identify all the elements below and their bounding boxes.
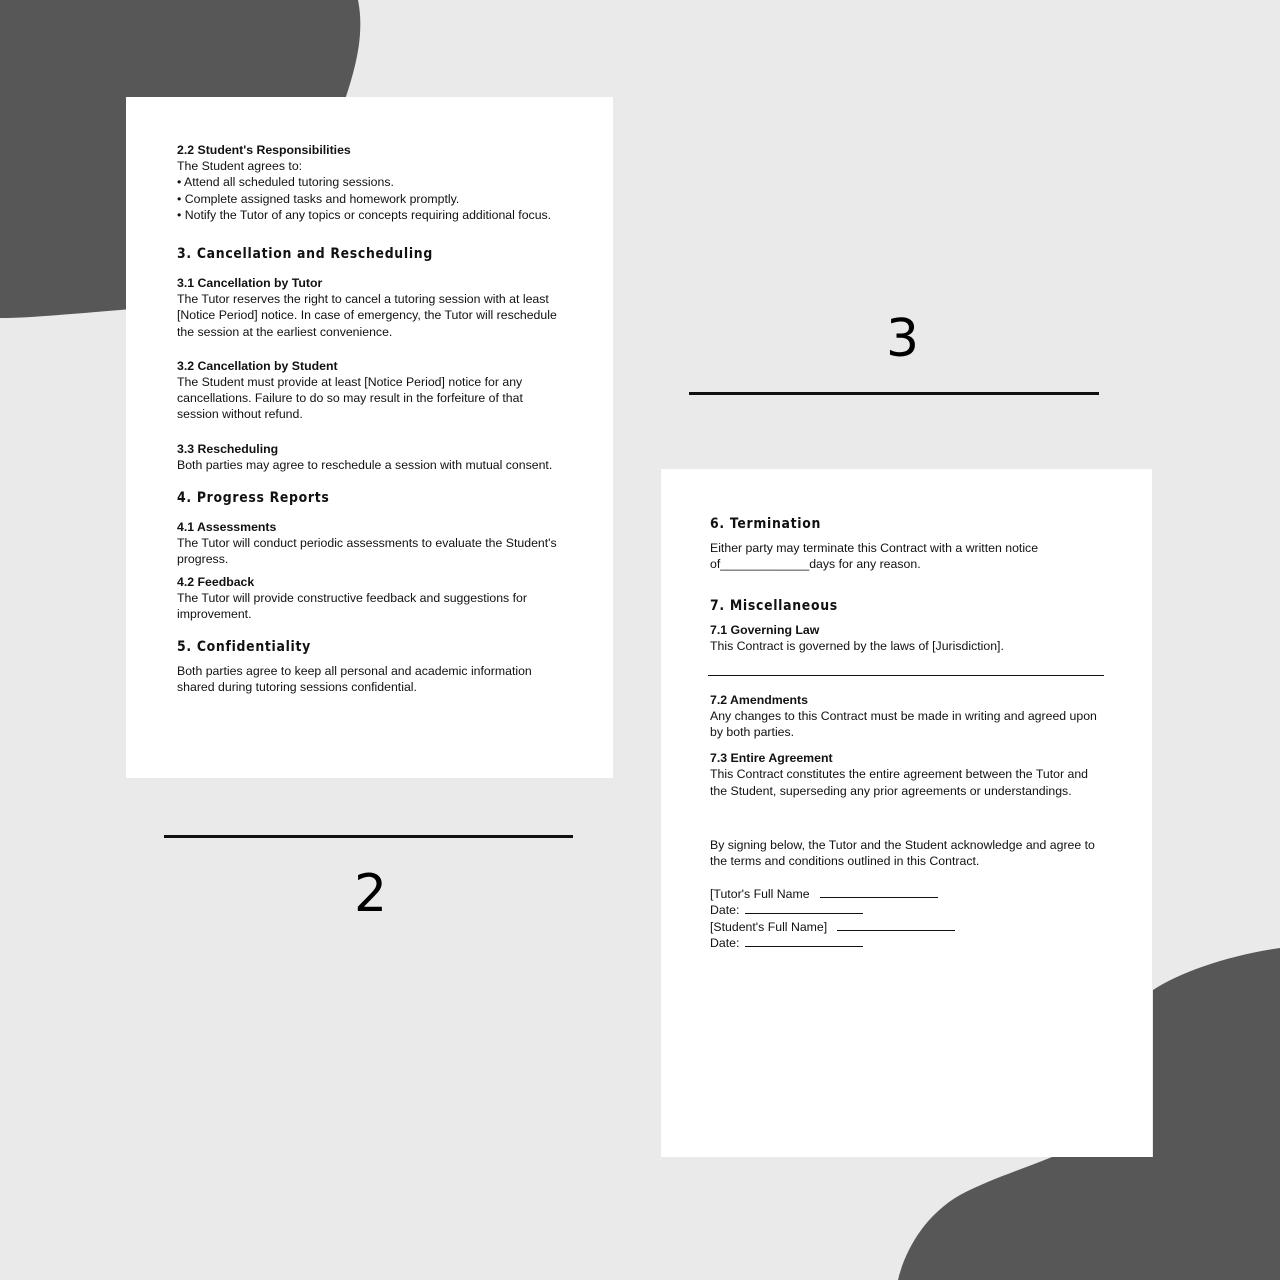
section-3-heading: 3. Cancellation and Rescheduling xyxy=(177,245,433,262)
student-signature-row xyxy=(710,919,1103,936)
section-7-1-text: This Contract is governed by the laws of [Jurisdiction]. xyxy=(710,638,1004,653)
section-3-3-heading: 3.3 Rescheduling xyxy=(177,441,279,456)
tutor-signature-line[interactable] xyxy=(820,886,938,898)
section-6-prefix: of xyxy=(710,557,721,572)
bullet-item: • Attend all scheduled tutoring sessions. xyxy=(177,175,394,190)
section-7-2-text: Any changes to this Contract must be made in writing and agreed upon by both parties. xyxy=(710,708,1097,740)
tutor-date-line[interactable] xyxy=(745,902,863,914)
section-2-2-intro: The Student agrees to: xyxy=(177,159,303,173)
tutor-name-label: [Tutor's Full Name xyxy=(710,886,810,901)
section-3-2-heading: 3.2 Cancellation by Student xyxy=(177,358,338,373)
section-7-2-heading: 7.2 Amendments xyxy=(710,692,808,707)
section-5-heading: 5. Confidentiality xyxy=(177,639,311,656)
bullet-item: • Notify the Tutor of any topics or concepts requiring additional focus. xyxy=(177,207,552,222)
document-page-3 xyxy=(661,469,1152,1157)
section-6-suffix: days for any reason. xyxy=(809,557,921,572)
section-6-text-line2 xyxy=(710,556,1103,572)
bullet-item: • Complete assigned tasks and homework promptly. xyxy=(177,191,460,206)
tutor-date-row xyxy=(710,902,1103,919)
section-3-3-text: Both parties may agree to reschedule a session with mutual consent. xyxy=(177,457,553,472)
section-7-heading: 7. Miscellaneous xyxy=(710,597,838,614)
section-4-2-text: The Tutor will provide constructive feedback and suggestions for improvement. xyxy=(177,590,527,621)
section-7-3-heading: 7.3 Entire Agreement xyxy=(710,751,833,766)
page-3-divider xyxy=(689,392,1099,395)
date-label: Date: xyxy=(710,903,740,918)
student-date-line[interactable] xyxy=(745,935,863,947)
section-5-text: Both parties agree to keep all personal and academic information shared during tutoring sessions confidential. xyxy=(177,664,532,695)
section-4-2-heading: 4.2 Feedback xyxy=(177,574,255,589)
date-label: Date: xyxy=(710,936,740,951)
section-7-1-heading: 7.1 Governing Law xyxy=(710,622,820,637)
page-3-number: 3 xyxy=(886,309,920,369)
section-3-1-heading: 3.1 Cancellation by Tutor xyxy=(177,275,323,290)
section-3-1-text: The Tutor reserves the right to cancel a tutoring session with at least [Notice Period] notice. In case of emergency, the Tutor will reschedule the session at the earliest convenience. xyxy=(177,291,557,339)
signature-block xyxy=(710,886,1103,952)
signing-acknowledgement: By signing below, the Tutor and the Student acknowledge and agree to the terms and conditions outlined in this Contract. xyxy=(710,838,1095,869)
section-4-heading: 4. Progress Reports xyxy=(177,489,330,506)
tutor-signature-row xyxy=(710,886,1103,903)
document-page-2 xyxy=(126,97,613,778)
student-date-row xyxy=(710,935,1103,952)
student-name-label: [Student's Full Name] xyxy=(710,919,828,934)
section-2-2-heading: 2.2 Student's Responsibilities xyxy=(177,143,351,157)
section-4-1-text: The Tutor will conduct periodic assessments to evaluate the Student's progress. xyxy=(177,535,557,567)
section-6-heading: 6. Termination xyxy=(710,516,822,532)
section-6-text: Either party may terminate this Contract with a written notice xyxy=(710,541,1039,555)
section-3-2-text: The Student must provide at least [Notice Period] notice for any cancellations. Failure to do so may result in the forfeiture of that session without refund. xyxy=(177,374,523,422)
student-signature-line[interactable] xyxy=(837,919,955,931)
section-divider xyxy=(708,675,1104,676)
page-2-divider xyxy=(164,835,573,838)
page-2-number: 2 xyxy=(354,864,388,924)
section-7-3-text: This Contract constitutes the entire agreement between the Tutor and the Student, superseding any prior agreements or understandings. xyxy=(710,767,1089,798)
section-4-1-heading: 4.1 Assessments xyxy=(177,519,277,534)
notice-days-blank: _____________ xyxy=(720,557,810,572)
